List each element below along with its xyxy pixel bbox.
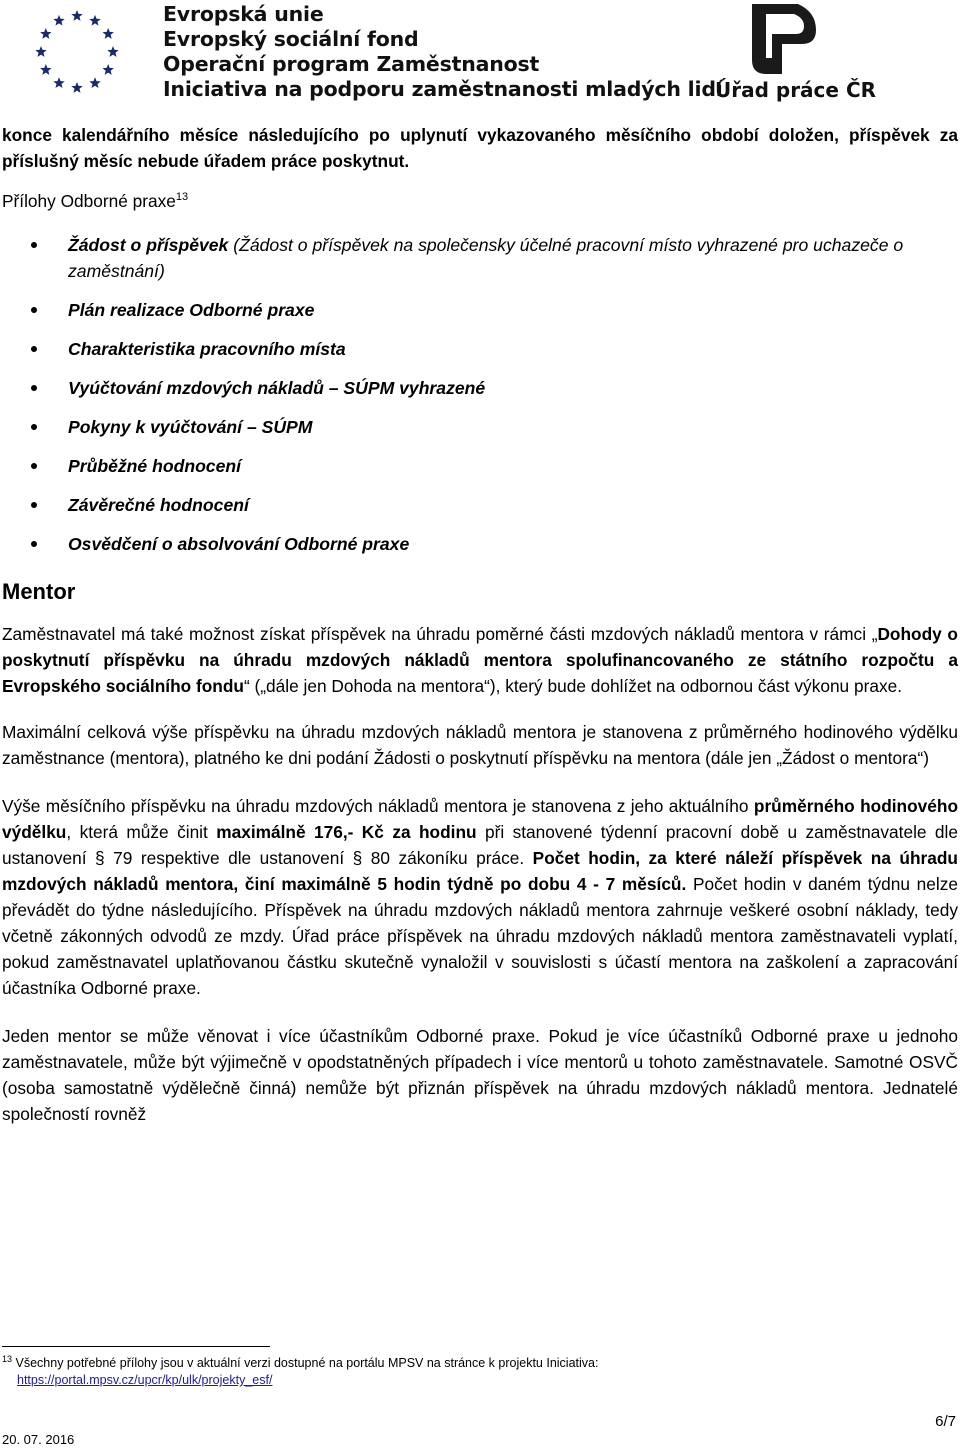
list-item [2, 453, 958, 479]
footnote-ref: 13 [175, 191, 189, 204]
attachment-name: Plán realizace Odborné praxe [68, 300, 315, 320]
eu-flag-logo [2, 0, 152, 104]
mentor-paragraph-3: Výše měsíčního příspěvku na úhradu mzdových nákladů mentora je stanovena z jeho aktuálního průměrného hodinového výdělku, která může činit maximálně 176,- Kč za hodinu při stanovené týdenní pracovní době u zaměstnavatele dle ustanovení § 79 respektive dle ustanovení § 80 zákoníku práce. Počet hodin, za které náleží příspěvek na úhradu mzdových nákladů mentora, činí maximálně 5 hodin týdně po dobu 4 - 7 měsíců. Počet hodin v daném týdnu nelze převádět do týdne následujícího. Příspěvek na úhradu mzdových nákladů mentora zahrnuje veškeré osobní náklady, tedy včetně zákonných odvodů ze mzdy. Úřad práce příspěvek na úhradu mzdových nákladů mentora zaměstnavateli vyplatí, pokud zaměstnavatel uplatňovanou částku skutečně vynaložil v souvislosti s účastí mentora na zaškolení a zapracování účastníka Odborné praxe. [2, 796, 958, 998]
attachment-name: Charakteristika pracovního místa [68, 339, 346, 359]
page-header [0, 0, 960, 110]
mentor-paragraph-4: Jeden mentor se může věnovat i více účastníkům Odborné praxe. Pokud je více účastníků Odborné praxe u jednoho zaměstnavatele, může být výjimečně v opodstatněných případech i více mentorů u tohoto zaměstnavatele. Samotné OSVČ (osoba samostatně výdělečně činná) nemůže být přiznán příspěvek na úhradu mzdových nákladů mentora. Jednatelé společností rovněž [2, 1026, 958, 1124]
attachments-list [2, 232, 958, 557]
attachment-name: Osvědčení o absolvování Odborné praxe [68, 534, 410, 554]
footnote-text: Všechny potřebné přílohy jsou v aktuální verzi dostupné na portálu MPSV na stránce k projektu Iniciativa: [15, 1356, 599, 1370]
mentor-paragraph-2: Maximální celková výše příspěvku na úhradu mzdových nákladů mentora je stanovena z průměrného hodinového výdělku zaměstnance (mentora), platného ke dni podání Žádosti o poskytnutí příspěvku na mentora (dále jen „Žádost o mentora“) [2, 722, 958, 768]
attachment-name: Průběžné hodnocení [68, 456, 242, 476]
attachment-detail: Žádost o příspěvek na společensky účelné pracovní místo vyhrazené pro uchazeče o zaměstnání [68, 235, 904, 281]
document-date: 20. 07. 2016 [2, 1432, 75, 1447]
footnote-link[interactable]: https://portal.mpsv.cz/upcr/kp/ulk/projekty_esf/ [17, 1373, 273, 1387]
paren-open: ( [228, 235, 240, 255]
eu-line-3: Operační program Zaměstnanost [163, 52, 540, 76]
footnote [2, 1355, 952, 1389]
intro-paragraph: konce kalendářního měsíce následujícího po uplynutí vykazovaného měsíčního období doložen, příspěvek za příslušný měsíc nebude úřadem práce poskytnut. [2, 125, 958, 171]
attachment-name: Pokyny k vyúčtování – SÚPM [68, 417, 313, 437]
footnote-number: 13 [2, 1353, 13, 1364]
attachment-name: Vyúčtování mzdových nákladů – SÚPM vyhrazené [68, 378, 486, 398]
eu-line-4: Iniciativa na podporu zaměstnanosti mladých lidí [163, 77, 723, 101]
mentor-heading: Mentor [2, 579, 76, 604]
page-number: 6/7 [935, 1413, 956, 1430]
list-item [2, 531, 958, 557]
urad-prace-label: Úřad práce ČR [715, 78, 877, 102]
attachment-name: Žádost o příspěvek [68, 235, 229, 255]
list-item [2, 232, 958, 284]
paren-close: ) [158, 261, 165, 281]
eu-text-block [163, 2, 723, 102]
list-item [2, 297, 958, 323]
mentor-paragraph-1: Zaměstnavatel má také možnost získat příspěvek na úhradu poměrné části mzdových nákladů mentora v rámci „Dohody o poskytnutí příspěvku na úhradu mzdových nákladů mentora spolufinancovaného ze státního rozpočtu a Evropského sociálního fondu“ („dále jen Dohoda na mentora“), který bude dohlížet na odbornou část výkonu praxe. [2, 624, 958, 696]
eu-line-2: Evropský sociální fond [163, 27, 419, 51]
list-item [2, 336, 958, 362]
attachments-title: Přílohy Odborné praxe [2, 191, 176, 211]
footnote-divider [2, 1346, 270, 1347]
list-item [2, 414, 958, 440]
document-body [2, 122, 958, 1127]
attachments-heading [2, 188, 958, 214]
list-item [2, 492, 958, 518]
eu-line-1: Evropská unie [163, 2, 324, 26]
list-item [2, 375, 958, 401]
attachment-name: Závěrečné hodnocení [68, 495, 249, 515]
